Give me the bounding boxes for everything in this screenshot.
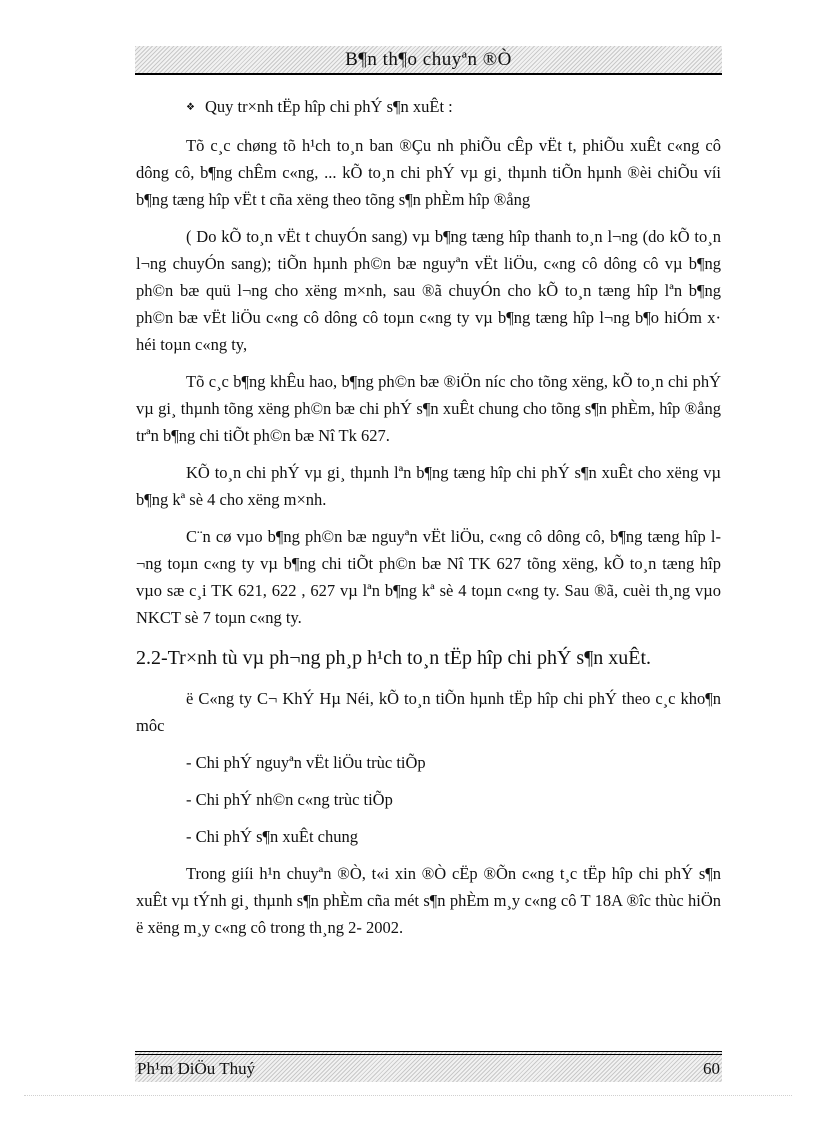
paragraph: KÕ to¸n chi phÝ vµ gi¸ thµnh lªn b¶ng tæng hîp chi phÝ s¶n xuÊt cho xëng vµ b¶ng kª sè 4 cho xëng m×nh. [136,463,721,509]
page-bottom-divider [24,1095,792,1096]
header-title: B¶n th¶o chuyªn ®Ò [345,48,512,70]
paragraph: Tõ c¸c b¶ng khÊu hao, b¶ng ph©n bæ ®iÖn níc cho tõng xëng, kÕ to¸n chi phÝ vµ gi¸ thµnh tõng xëng ph©n bæ chi phÝ s¶n xuÊt chung cho tõng s¶n phÈm, hîp ®ång trªn b¶ng chi tiÕt ph©n bæ Nî Tk 627. [136,372,721,445]
document-body [136,93,721,951]
footer-author: Ph¹m DiÖu Thuý [137,1058,256,1078]
intro-paragraph: ë C«ng ty C¬ KhÝ Hµ Néi, kÕ to¸n tiÕn hµnh tËp hîp chi phÝ theo c¸c kho¶n môc [136,689,721,735]
list-item: - Chi phÝ s¶n xuÊt chung [186,827,359,846]
diamond-bullet-icon: ❖ [186,102,195,113]
page-footer [135,1051,722,1082]
list-item: - Chi phÝ nguyªn vËt liÖu trùc tiÕp [186,753,426,772]
section-heading: 2.2-Tr×nh tù vµ ph¬ng ph¸p h¹ch to¸n tËp hîp chi phÝ s¶n xuÊt. [136,647,652,669]
paragraph: ( Do kÕ to¸n vËt t chuyÓn sang) vµ b¶ng tæng hîp thanh to¸n l¬ng (do kÕ to¸n l¬ng chuyÓn sang); tiÕn hµnh ph©n bæ nguyªn vËt liÖu, c«ng cô dông cô vµ b¶ng ph©n bæ quü l¬ng cho xëng m×nh, sau ®ã chuyÓn cho kÕ to¸n tæng hîp lªn b¶ng ph©n bæ vËt liÖu c«ng cô dông cô toµn c«ng ty vµ b¶ng tæng hîp l¬ng b¶o hiÓm x· héi toµn c«ng ty, [136,227,721,354]
page-header [135,46,722,75]
paragraph: C¨n cø vµo b¶ng ph©n bæ nguyªn vËt liÖu, c«ng cô dông cô, b¶ng tæng hîp l¬ng toµn c«ng ty vµ b¶ng chi tiÕt ph©n bæ Nî TK 627 tõng xëng, kÕ to¸n tæng hîp vµo sæ c¸i TK 621, 622 , 627 vµ lªn b¶ng kª sè 4 toµn c«ng ty. Sau ®ã, cuèi th¸ng vµo NKCT sè 7 toµn c«ng ty. [136,527,721,627]
bullet-line [186,93,721,120]
paragraph: Tõ c¸c chøng tõ h¹ch to¸n ban ®Çu nh phiÕu cÊp vËt t, phiÕu xuÊt c«ng cô dông cô, b¶ng chÊm c«ng, ... kÕ to¸n chi phÝ vµ gi¸ thµnh tiÕn hµnh ®èi chiÕu víi b¶ng tæng hîp vËt t cña xëng theo tõng s¶n phÈm hîp ®ång [136,136,721,209]
footer-page-number: 60 [703,1058,720,1078]
list-item: - Chi phÝ nh©n c«ng trùc tiÕp [186,790,393,809]
bullet-text: Quy tr×nh tËp hîp chi phÝ s¶n xuÊt : [204,97,453,116]
closing-paragraph: Trong giíi h¹n chuyªn ®Ò, t«i xin ®Ò cËp ®Õn c«ng t¸c tËp hîp chi phÝ s¶n xuÊt vµ tÝnh gi¸ thµnh s¶n phÈm cña mét s¶n phÈm m¸y c«ng cô T 18A ®îc thùc hiÖn ë xëng m¸y c«ng cô trong th¸ng 2- 2002. [136,864,721,937]
